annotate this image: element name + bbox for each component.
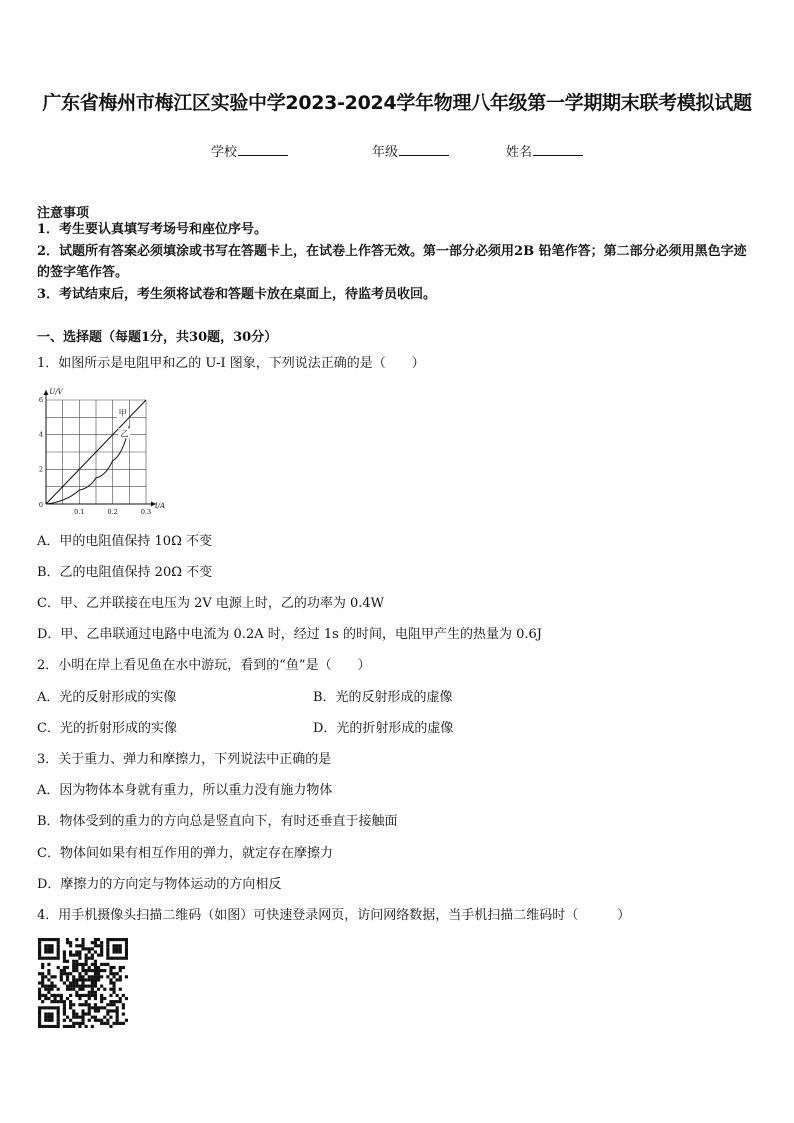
grade-label: 年级: [372, 145, 399, 160]
q3-option-b[interactable]: B．物体受到的重力的方向总是竖直向下，有时还垂直于接触面: [37, 814, 398, 829]
name-field: [506, 141, 583, 160]
y-axis-label: U/V: [49, 388, 63, 396]
series-line-yi: [46, 426, 129, 504]
q3-option-c[interactable]: C．物体间如果有相互作用的弹力，就定存在摩擦力: [37, 846, 333, 861]
notice-heading: 注意事项: [37, 206, 90, 221]
school-field: [211, 141, 288, 160]
question-2-stem: 2．小明在岸上看见鱼在水中游玩，看到的“鱼”是（ ）: [37, 658, 371, 673]
q2-option-d[interactable]: D．光的折射形成的虚像: [313, 721, 454, 736]
q3-option-d[interactable]: D．摩擦力的方向定与物体运动的方向相反: [37, 877, 282, 892]
q1-option-b[interactable]: B．乙的电阻值保持 20Ω 不变: [37, 565, 213, 580]
notice-item: 1．考生要认真填写考场号和座位序号。: [37, 222, 268, 237]
q2-option-b[interactable]: B．光的反射形成的虚像: [313, 690, 453, 705]
notice-item: 2．试题所有答案必须填涂或书写在答题卡上，在试卷上作答无效。第一部分必须用2B 铅笔作答；第二部分必须用黑色字迹的签字笔作答。: [37, 244, 747, 280]
question-4-stem: 4．用手机摄像头扫描二维码（如图）可快速登录网页，访问网络数据，当手机扫描二维码时（ ）: [37, 908, 631, 923]
x-tick-label: 0.3: [140, 508, 152, 516]
y-tick-label: 2: [38, 465, 43, 474]
x-tick-label: 0.2: [107, 508, 118, 516]
grade-blank[interactable]: [399, 143, 449, 156]
question-3-stem: 3．关于重力、弹力和摩擦力，下列说法中正确的是: [37, 752, 332, 767]
series-label-yi: 乙: [120, 429, 129, 439]
school-blank[interactable]: [238, 143, 288, 156]
name-label: 姓名: [506, 145, 533, 160]
exam-title: 广东省梅州市梅江区实验中学2023-2024学年物理八年级第一学期期末联考模拟试题: [42, 92, 752, 114]
name-blank[interactable]: [533, 143, 583, 156]
grade-field: [372, 141, 449, 160]
y-tick-label: 6: [38, 396, 43, 404]
u-i-chart: [30, 388, 170, 520]
q1-option-d[interactable]: D．甲、乙串联通过电路中电流为 0.2A 时，经过 1s 的时间，电阻甲产生的热量为 0.6J: [37, 627, 542, 642]
x-axis-label: I/A: [154, 502, 166, 510]
y-tick-label: 4: [38, 430, 43, 439]
q2-option-a[interactable]: A．光的反射形成的实像: [37, 690, 177, 705]
school-label: 学校: [211, 145, 238, 160]
notice-item: 3．考试结束后，考生须将试卷和答题卡放在桌面上，待监考员收回。: [37, 287, 437, 302]
q1-option-a[interactable]: A．甲的电阻值保持 10Ω 不变: [37, 534, 212, 549]
section-heading: 一、选择题（每题1分，共30题，30分）: [37, 330, 278, 345]
question-1-stem: 1．如图所示是电阻甲和乙的 U-I 图象，下列说法正确的是（ ）: [37, 356, 425, 371]
x-tick-label: 0.1: [74, 508, 85, 516]
q3-option-a[interactable]: A．因为物体本身就有重力，所以重力没有施力物体: [37, 783, 333, 798]
qr-code: [38, 938, 128, 1028]
q1-option-c[interactable]: C．甲、乙并联接在电压为 2V 电源上时，乙的功率为 0.4W: [37, 596, 385, 611]
y-axis-arrow: [44, 390, 49, 395]
q2-option-c[interactable]: C．光的折射形成的实像: [37, 721, 177, 736]
origin-label: 0: [38, 501, 43, 509]
series-label-jia: 甲: [118, 408, 127, 418]
